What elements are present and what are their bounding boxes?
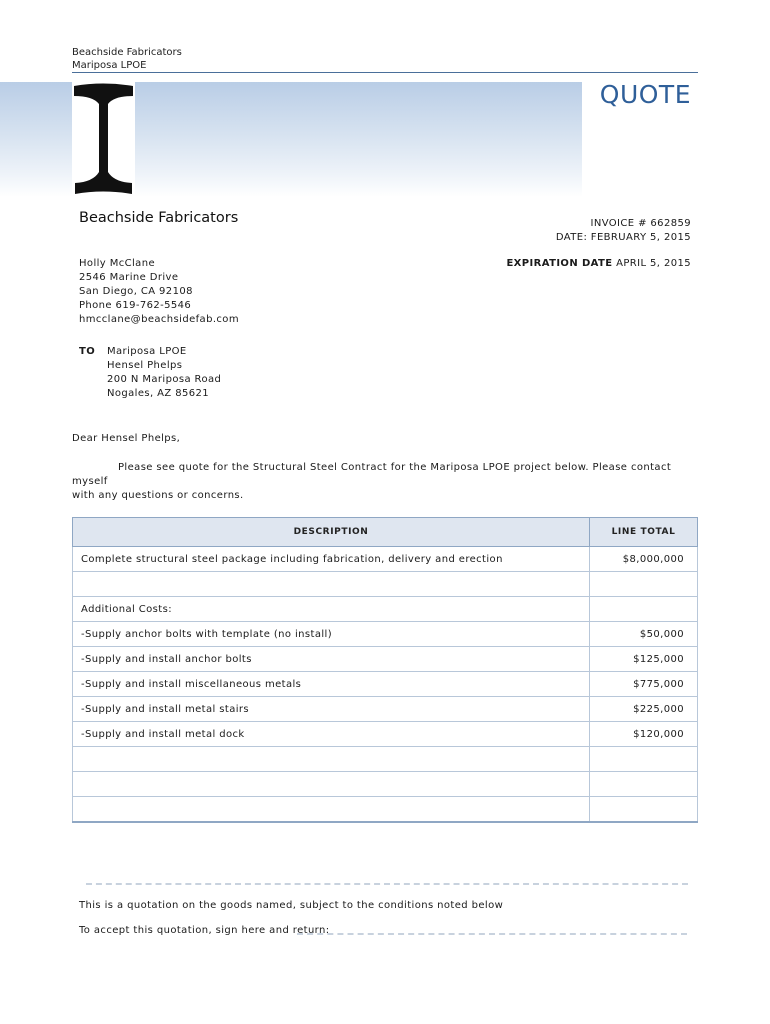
table-row bbox=[73, 722, 698, 747]
row-description bbox=[73, 772, 590, 797]
row-total: $125,000 bbox=[590, 647, 698, 672]
row-description: -Supply anchor bolts with template (no install) bbox=[73, 622, 590, 647]
letter-body bbox=[72, 461, 692, 503]
table-row bbox=[73, 597, 698, 622]
sender-street: 2546 Marine Drive bbox=[79, 272, 179, 283]
invoice-number: INVOICE # 662859 bbox=[590, 218, 691, 229]
table-row bbox=[73, 797, 698, 823]
table-row bbox=[73, 697, 698, 722]
table-row bbox=[73, 622, 698, 647]
row-description: Additional Costs: bbox=[73, 597, 590, 622]
expiration-date bbox=[506, 257, 691, 271]
row-total bbox=[590, 747, 698, 772]
recipient-company: Mariposa LPOE bbox=[107, 346, 187, 357]
invoice-date: DATE: FEBRUARY 5, 2015 bbox=[555, 232, 691, 243]
table-row bbox=[73, 647, 698, 672]
row-description: -Supply and install miscellaneous metals bbox=[73, 672, 590, 697]
row-description bbox=[73, 747, 590, 772]
row-total: $120,000 bbox=[590, 722, 698, 747]
row-total: $225,000 bbox=[590, 697, 698, 722]
table-row bbox=[73, 672, 698, 697]
row-description: -Supply and install metal stairs bbox=[73, 697, 590, 722]
accept-instruction: To accept this quotation, sign here and return: bbox=[79, 925, 330, 936]
table-row bbox=[73, 772, 698, 797]
document-title: QUOTE bbox=[599, 80, 691, 109]
row-description: -Supply and install anchor bolts bbox=[73, 647, 590, 672]
letter-line-2: with any questions or concerns. bbox=[72, 490, 244, 501]
header-company: Beachside Fabricators bbox=[72, 47, 182, 58]
table-row bbox=[73, 747, 698, 772]
expiration-value: APRIL 5, 2015 bbox=[616, 258, 691, 269]
line-total-header: LINE TOTAL bbox=[590, 518, 698, 547]
conditions-note: This is a quotation on the goods named, subject to the conditions noted below bbox=[79, 900, 504, 911]
header-project: Mariposa LPOE bbox=[72, 60, 147, 71]
recipient-contact: Hensel Phelps bbox=[107, 360, 183, 371]
separator-dashes bbox=[86, 883, 688, 885]
row-total: $8,000,000 bbox=[590, 547, 698, 572]
salutation: Dear Hensel Phelps, bbox=[72, 433, 181, 444]
row-description: -Supply and install metal dock bbox=[73, 722, 590, 747]
expiration-label: EXPIRATION DATE bbox=[506, 258, 613, 269]
line-items-table bbox=[72, 517, 698, 823]
table-row bbox=[73, 572, 698, 597]
recipient-city: Nogales, AZ 85621 bbox=[107, 388, 210, 399]
row-total bbox=[590, 572, 698, 597]
row-description bbox=[73, 572, 590, 597]
row-total: $50,000 bbox=[590, 622, 698, 647]
row-total bbox=[590, 772, 698, 797]
description-header: DESCRIPTION bbox=[73, 518, 590, 547]
recipient-address bbox=[107, 345, 221, 401]
i-beam-logo bbox=[72, 82, 135, 195]
row-description bbox=[73, 797, 590, 823]
table-row bbox=[73, 547, 698, 572]
sender-phone: Phone 619-762-5546 bbox=[79, 300, 192, 311]
sender-city: San Diego, CA 92108 bbox=[79, 286, 193, 297]
table-header-row bbox=[73, 518, 698, 547]
row-total bbox=[590, 597, 698, 622]
letter-line-1: Please see quote for the Structural Steel Contract for the Mariposa LPOE project below. Please contact myself bbox=[72, 462, 672, 487]
to-label: TO bbox=[79, 346, 96, 357]
sender-email[interactable]: hmcclane@beachsidefab.com bbox=[79, 314, 239, 325]
sender-name: Holly McClane bbox=[79, 258, 155, 269]
recipient-street: 200 N Mariposa Road bbox=[107, 374, 222, 385]
header-rule bbox=[72, 72, 698, 73]
row-total bbox=[590, 797, 698, 823]
row-description: Complete structural steel package including fabrication, delivery and erection bbox=[73, 547, 590, 572]
sender-address bbox=[79, 257, 239, 327]
signature-line[interactable] bbox=[297, 933, 687, 935]
row-total: $775,000 bbox=[590, 672, 698, 697]
company-name: Beachside Fabricators bbox=[79, 210, 239, 226]
